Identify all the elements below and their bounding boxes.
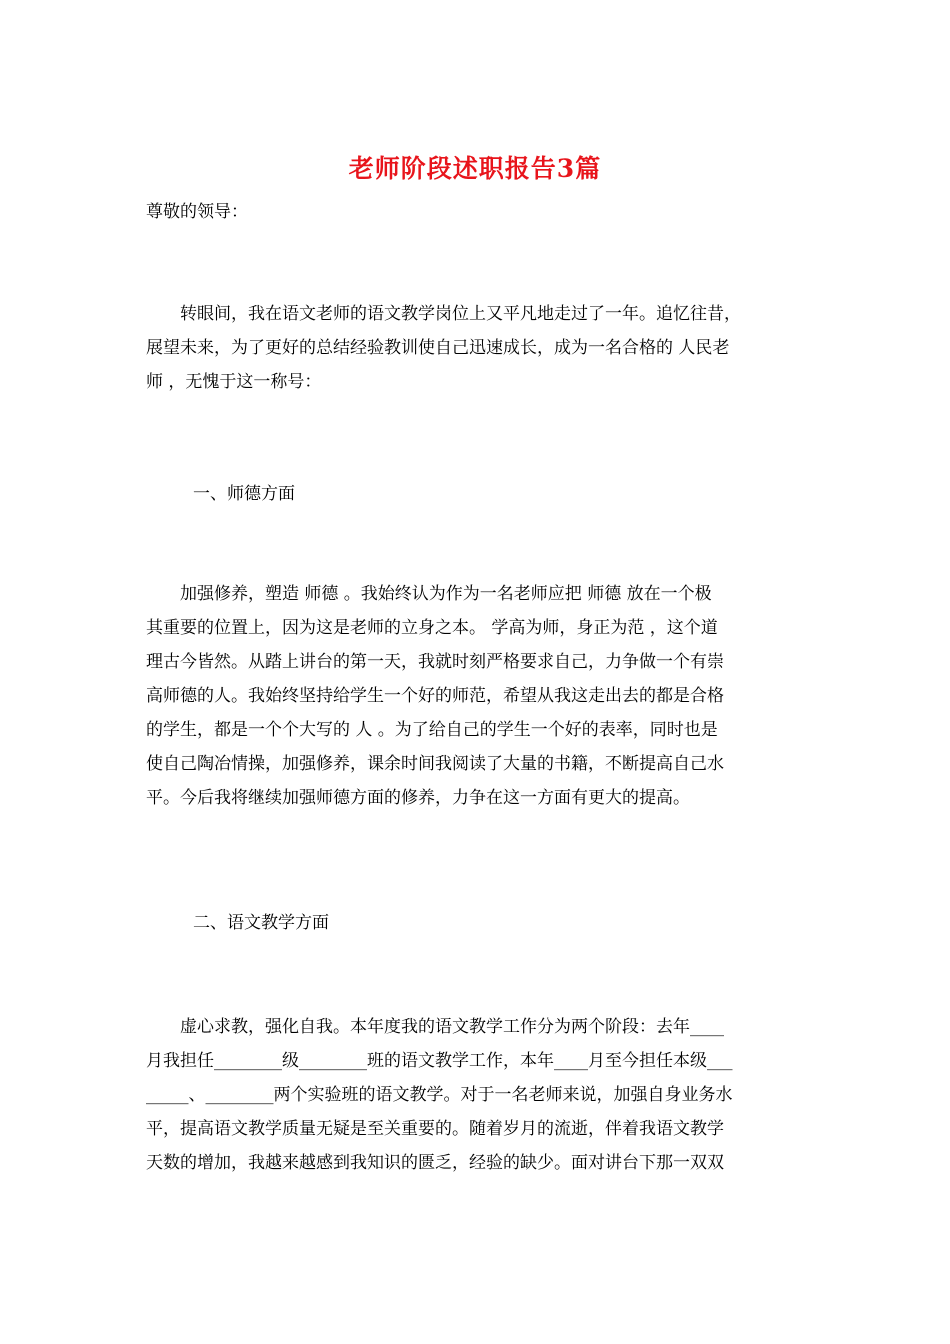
paragraph-line: 展望未来，为了更好的总结经验教训使自己迅速成长，成为一名合格的 人民老 (146, 338, 730, 358)
paragraph-line: 高师德的人。我始终坚持给学生一个好的师范，希望从我这走出去的都是合格 (146, 686, 724, 706)
section-heading-ethics: 一、师德方面 (193, 484, 295, 504)
paragraph-line: 平。今后我将继续加强师德方面的修养，力争在这一方面有更大的提高。 (146, 788, 690, 808)
paragraph-line: 虚心求教，强化自我。本年度我的语文教学工作分为两个阶段：去年____ (146, 1017, 724, 1037)
section-heading-teaching: 二、语文教学方面 (193, 913, 329, 933)
paragraph-line: 师 ，无愧于这一称号： (146, 372, 322, 392)
paragraph-line: 使自己陶冶情操，加强修养，课余时间我阅读了大量的书籍，不断提高自己水 (146, 754, 724, 774)
paragraph-line: 月我担任________级________班的语文教学工作，本年____月至今担任本级___ (146, 1051, 733, 1071)
paragraph-line: 的学生，都是一个个大写的 人 。为了给自己的学生一个好的表率，同时也是 (146, 720, 718, 740)
paragraph-ethics (146, 577, 806, 815)
salutation: 尊敬的领导： (146, 202, 248, 222)
paragraph-line: 其重要的位置上，因为这是老师的立身之本。 学高为师，身正为范 ，这个道 (146, 618, 718, 638)
paragraph-line: 天数的增加，我越来越感到我知识的匮乏，经验的缺少。面对讲台下那一双双 (146, 1153, 724, 1173)
paragraph-line: 加强修养，塑造 师德 。我始终认为作为一名老师应把 师德 放在一个极 (146, 584, 712, 604)
paragraph-teaching (146, 1010, 806, 1180)
document-title: 老师阶段述职报告3篇 (348, 154, 602, 183)
paragraph-line: 转眼间，我在语文老师的语文教学岗位上又平凡地走过了一年。追忆往昔， (146, 304, 741, 324)
paragraph-line: 平，提高语文教学质量无疑是至关重要的。随着岁月的流逝，伴着我语文教学 (146, 1119, 724, 1139)
paragraph-line: _____、________两个实验班的语文教学。对于一名老师来说，加强自身业务水 (146, 1085, 733, 1105)
paragraph-line: 理古今皆然。从踏上讲台的第一天，我就时刻严格要求自己，力争做一个有崇 (146, 652, 724, 672)
paragraph-intro (146, 297, 806, 399)
